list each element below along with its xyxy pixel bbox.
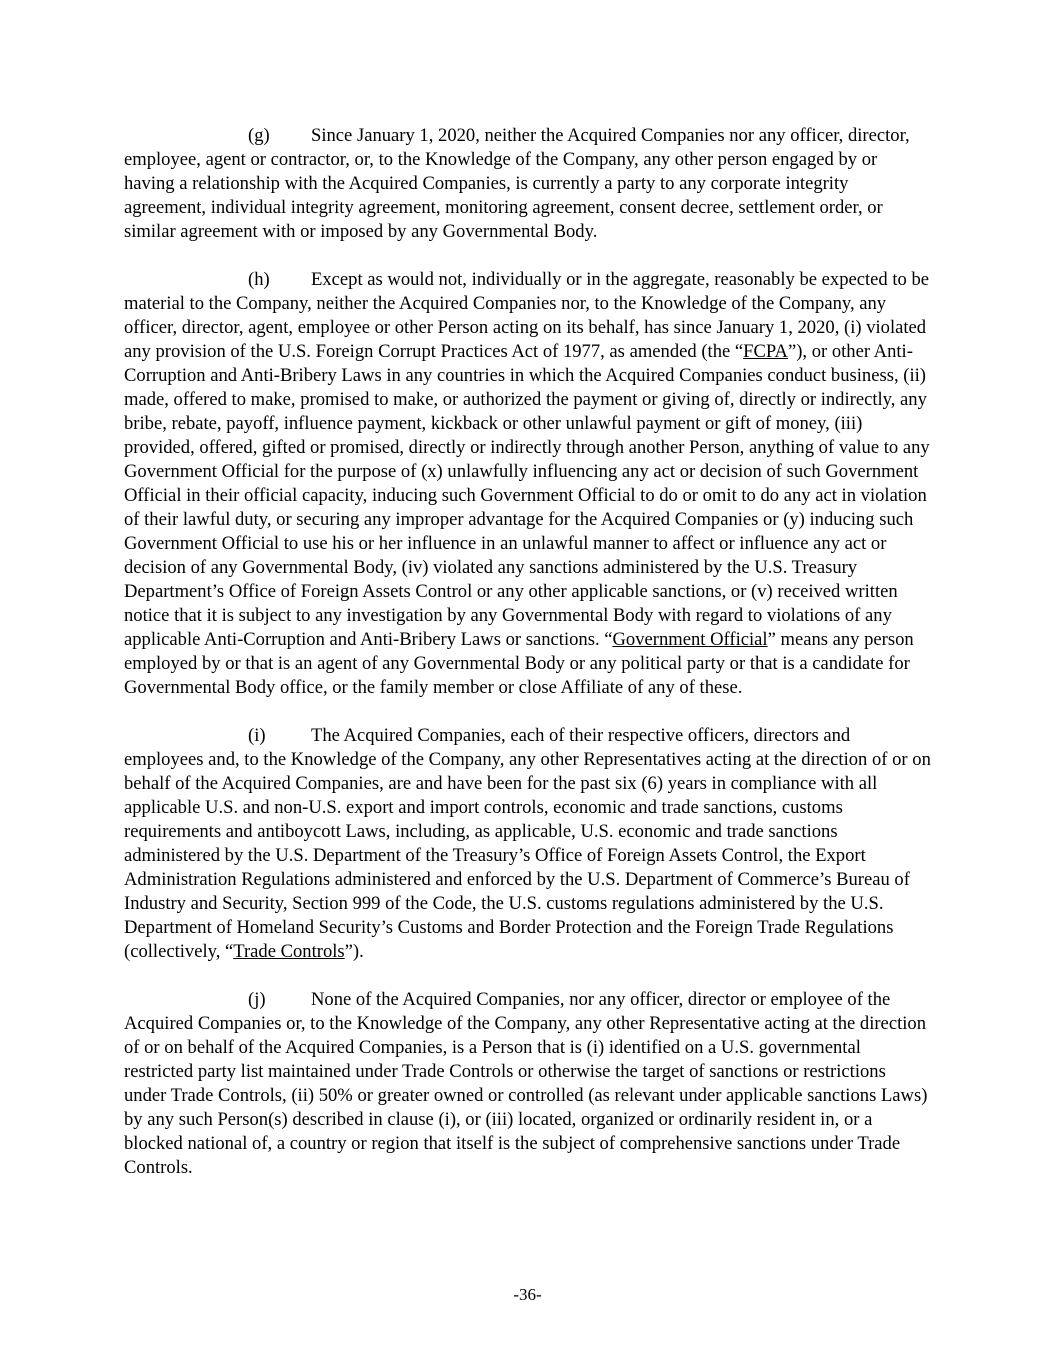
paragraph-label: (j) — [248, 989, 266, 1010]
defined-term-fcpa: FCPA — [743, 341, 788, 362]
paragraph-i — [124, 724, 932, 964]
defined-term-government-official: Government Official — [612, 629, 768, 650]
paragraph-text: None of the Acquired Companies, nor any officer, director or employee of the Acquired Companies or, to the Knowledge of the Company, any other Representative acting at the direction of or on behalf of the Acquired Companies, is a Person that is (i) identified on a U.S. governmental restricted party list maintained under Trade Controls or otherwise the target of sanctions or restrictions under Trade Controls, (ii) 50% or greater owned or controlled (as relevant under applicable sanctions Laws) by any such Person(s) described in clause (i), or (iii) located, organized or ordinarily resident in, or a blocked national of, a country or region that itself is the subject of comprehensive sanctions under Trade Controls. — [124, 989, 928, 1178]
paragraph-text: ”), or other Anti-Corruption and Anti-Bribery Laws in any countries in which the Acquired Companies conduct business, (ii) made, offered to make, promised to make, or authorized the payment or giving of, directly or indirectly, any bribe, rebate, payoff, influence payment, kickback or other unlawful payment or gift of money, (iii) provided, offered, gifted or promised, directly or indirectly through another Person, anything of value to any Government Official for the purpose of (x) unlawfully influencing any act or decision of such Government Official in their official capacity, inducing such Government Official to do or omit to do any act in violation of their lawful duty, or securing any improper advantage for the Acquired Companies or (y) inducing such Government Official to use his or her influence in an unlawful manner to affect or influence any act or decision of any Governmental Body, (iv) violated any sanctions administered by the U.S. Treasury Department’s Office of Foreign Assets Control or any other applicable sanctions, or (v) received written notice that it is subject to any investigation by any Governmental Body with regard to violations of any applicable Anti-Corruption and Anti-Bribery Laws or sanctions. “ — [124, 341, 930, 650]
document-page — [124, 124, 932, 1204]
paragraph-text: ” means any person employed by or that is an agent of any Governmental Body or any political party or that is a candidate for Governmental Body office, or the family member or close Affiliate of any of these. — [124, 629, 914, 698]
paragraph-label: (h) — [248, 269, 270, 290]
paragraph-label: (i) — [248, 725, 266, 746]
paragraph-text: ”). — [344, 941, 364, 962]
paragraph-j — [124, 988, 932, 1180]
paragraph-g — [124, 124, 932, 244]
page-number: -36- — [513, 1285, 542, 1304]
defined-term-trade-controls: Trade Controls — [233, 941, 345, 962]
paragraph-h — [124, 268, 932, 700]
paragraph-label: (g) — [248, 125, 270, 146]
paragraph-text: The Acquired Companies, each of their respective officers, directors and employees and, to the Knowledge of the Company, any other Representatives acting at the direction of or on behalf of the Acquired Companies, are and have been for the past six (6) years in compliance with all applicable U.S. and non-U.S. export and import controls, economic and trade sanctions, customs requirements and antiboycott Laws, including, as applicable, U.S. economic and trade sanctions administered by the U.S. Department of the Treasury’s Office of Foreign Assets Control, the Export Administration Regulations administered and enforced by the U.S. Department of Commerce’s Bureau of Industry and Security, Section 999 of the Code, the U.S. customs regulations administered by the U.S. Department of Homeland Security’s Customs and Border Protection and the Foreign Trade Regulations (collectively, “ — [124, 725, 931, 962]
paragraph-text: Except as would not, individually or in the aggregate, reasonably be expected to be material to the Company, neither the Acquired Companies nor, to the Knowledge of the Company, any officer, director, agent, employee or other Person acting on its behalf, has since January 1, 2020, (i) violated any provision of the U.S. Foreign Corrupt Practices Act of 1977, as amended (the “ — [124, 269, 930, 362]
paragraph-text: Since January 1, 2020, neither the Acquired Companies nor any officer, director, employee, agent or contractor, or, to the Knowledge of the Company, any other person engaged by or having a relationship with the Acquired Companies, is currently a party to any corporate integrity agreement, individual integrity agreement, monitoring agreement, consent decree, settlement order, or similar agreement with or imposed by any Governmental Body. — [124, 125, 910, 242]
